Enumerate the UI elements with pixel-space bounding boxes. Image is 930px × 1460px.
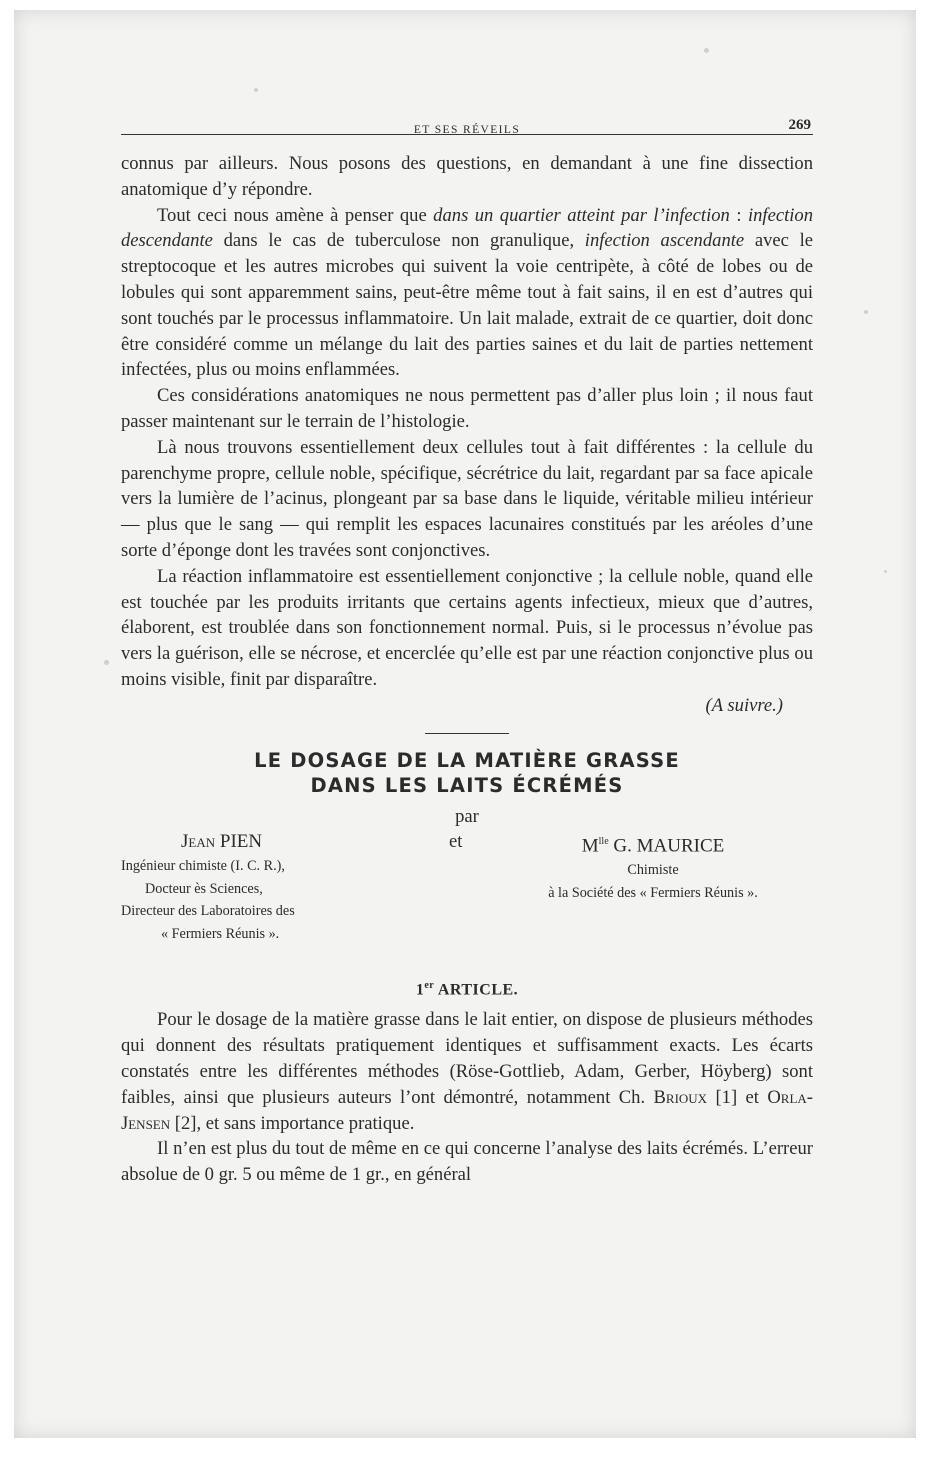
author-1-affiliation: Ingénieur chimiste (I. C. R.), Docteur ès Sciences, Directeur des Laboratoires des « Fermiers Réunis ». xyxy=(121,858,295,942)
text-column xyxy=(121,110,813,1188)
article-paragraph-1: Pour le dosage de la matière grasse dans le lait entier, on dispose de plusieurs méthodes qui donnent des résultats pratiquement identiques et suffisamment exacts. Les écarts constatés entre les différentes méthodes (Röse-Gottlieb, Adam, Gerber, Höyberg) sont faibles, ainsi que plusieurs auteurs l’ont démontré, notamment Ch. Brioux [1] et Orla-Jensen [2], et sans importance pratique. xyxy=(121,1009,813,1134)
section-divider xyxy=(425,733,509,734)
page-number: 269 xyxy=(788,117,811,133)
article-title-line-1: LE DOSAGE DE LA MATIÈRE GRASSE xyxy=(254,748,680,772)
author-2-affiliation: Chimiste à la Société des « Fermiers Réunis ». xyxy=(548,862,758,901)
author-1 xyxy=(121,829,391,945)
authors-block xyxy=(121,829,813,977)
scanned-page xyxy=(14,10,916,1438)
paragraph-1: connus par ailleurs. Nous posons des questions, en demandant à une fine dissection anatomique d’y répondre. xyxy=(121,153,813,200)
article-body xyxy=(121,1007,813,1188)
paragraph-5: La réaction inflammatoire est essentiellement conjonctive ; la cellule noble, quand elle est touchée par les produits irritants que certains agents infectieux, mieux que d’autres, élaborent, est troublée dans son fonctionnement normal. Puis, si le processus n’évolue pas vers la guérison, elle se nécrose, et encerclée qu’elle est par une réaction conjonctive plus ou moins visible, finit par disparaître. xyxy=(121,565,813,690)
author-2 xyxy=(493,829,813,904)
paragraph-2: Tout ceci nous amène à penser que dans un quartier atteint par l’infection : infection descendante dans le cas de tuberculose non granulique, infection ascendante avec le streptocoque et les autres microbes qui suivent la voie centripète, à côté de lobes ou de lobules qui sont apparemment sains, peut-être même tout à fait sains, il en est d’autres qui sont touchés par le processus inflammatoire. Un lait malade, extrait de ce quartier, doit donc être considéré comme un mélange du lait des parties saines et du lait de parties nettement infectées, plus ou moins enflammées. xyxy=(121,204,813,381)
paragraph-3: Ces considérations anatomiques ne nous permettent pas d’aller plus loin ; il nous faut passer maintenant sur le terrain de l’histologie. xyxy=(121,385,813,432)
running-title: ET SES RÉVEILS xyxy=(413,124,521,136)
to-be-continued: (A suivre.) xyxy=(705,694,783,716)
article-continuation xyxy=(121,151,813,719)
author-1-name: Jean PIEN xyxy=(181,831,263,853)
paragraph-4: Là nous trouvons essentiellement deux cellules tout à fait différentes : la cellule du parenchyme propre, cellule noble, spécifique, sécrétrice du lait, regardant par sa face apicale vers la lumière de l’acinus, plongeant par sa base dans le liquide, véritable milieu intérieur — plus que le sang — qui remplit les espaces lacunaires constitués par les aréoles d’une sorte d’éponge dont les travées sont conjonctives. xyxy=(121,436,813,561)
article-paragraph-2: Il n’en est plus du tout de même en ce qui concerne l’analyse des laits écrémés. L’erreur absolue de 0 gr. 5 ou même de 1 gr., en général xyxy=(121,1138,813,1186)
running-header xyxy=(121,110,813,135)
article-title xyxy=(121,748,813,798)
author-2-name: $M^{lle}$ G. MAURICE xyxy=(581,835,725,857)
authors-conjunction: et xyxy=(449,831,463,853)
article-number: 1er ARTICLE. xyxy=(415,980,519,999)
byline-par: par xyxy=(455,805,479,827)
article-title-line-2: DANS LES LAITS ÉCRÉMÉS xyxy=(310,773,624,797)
